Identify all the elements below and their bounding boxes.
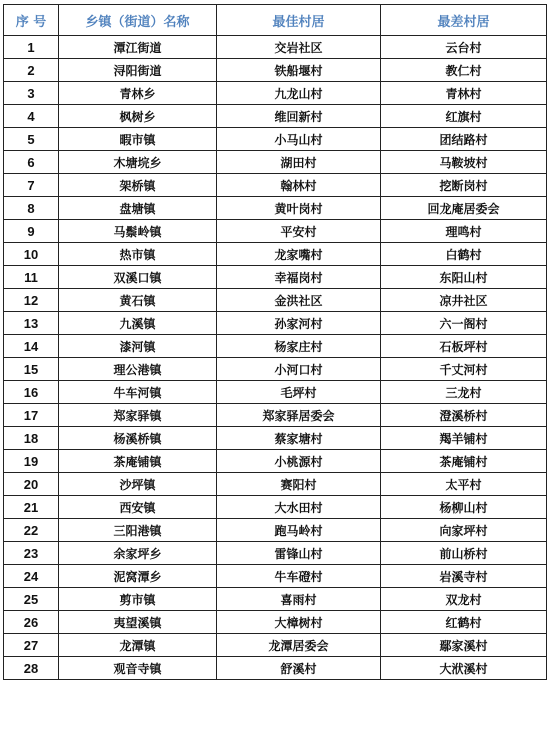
row-index-cell: 12	[4, 289, 59, 312]
best-village-cell: 杨家庄村	[217, 335, 381, 358]
row-index-cell: 8	[4, 197, 59, 220]
table-row	[4, 105, 547, 128]
best-village-cell: 小马山村	[217, 128, 381, 151]
row-index-cell: 7	[4, 174, 59, 197]
township-name-cell: 盘塘镇	[59, 197, 217, 220]
township-name-cell: 余家坪乡	[59, 542, 217, 565]
table-row	[4, 358, 547, 381]
table-row	[4, 82, 547, 105]
township-name-cell: 热市镇	[59, 243, 217, 266]
row-index-cell: 19	[4, 450, 59, 473]
township-name-cell: 青林乡	[59, 82, 217, 105]
row-index-cell: 15	[4, 358, 59, 381]
table-row	[4, 588, 547, 611]
township-name-cell: 龙潭镇	[59, 634, 217, 657]
township-name-cell: 剪市镇	[59, 588, 217, 611]
worst-village-cell: 鄢家溪村	[381, 634, 547, 657]
ranking-table	[3, 4, 547, 680]
header-index: 序 号	[4, 5, 59, 36]
worst-village-cell: 白鹤村	[381, 243, 547, 266]
worst-village-cell: 红鹤村	[381, 611, 547, 634]
worst-village-cell: 前山桥村	[381, 542, 547, 565]
row-index-cell: 17	[4, 404, 59, 427]
best-village-cell: 金洪社区	[217, 289, 381, 312]
worst-village-cell: 石板坪村	[381, 335, 547, 358]
township-name-cell: 九溪镇	[59, 312, 217, 335]
table-row	[4, 450, 547, 473]
table-row	[4, 565, 547, 588]
row-index-cell: 13	[4, 312, 59, 335]
row-index-cell: 11	[4, 266, 59, 289]
worst-village-cell: 杨柳山村	[381, 496, 547, 519]
township-name-cell: 杨溪桥镇	[59, 427, 217, 450]
best-village-cell: 小桃源村	[217, 450, 381, 473]
worst-village-cell: 云台村	[381, 36, 547, 59]
worst-village-cell: 理鸣村	[381, 220, 547, 243]
row-index-cell: 6	[4, 151, 59, 174]
best-village-cell: 跑马岭村	[217, 519, 381, 542]
table-row	[4, 611, 547, 634]
worst-village-cell: 茶庵铺村	[381, 450, 547, 473]
best-village-cell: 小河口村	[217, 358, 381, 381]
township-name-cell: 三阳港镇	[59, 519, 217, 542]
township-name-cell: 郑家驿镇	[59, 404, 217, 427]
header-worst-village: 最差村居	[381, 5, 547, 36]
best-village-cell: 郑家驿居委会	[217, 404, 381, 427]
best-village-cell: 孙家河村	[217, 312, 381, 335]
header-best-village: 最佳村居	[217, 5, 381, 36]
worst-village-cell: 三龙村	[381, 381, 547, 404]
row-index-cell: 9	[4, 220, 59, 243]
township-name-cell: 浔阳街道	[59, 59, 217, 82]
worst-village-cell: 凉井社区	[381, 289, 547, 312]
row-index-cell: 20	[4, 473, 59, 496]
table-row	[4, 289, 547, 312]
township-name-cell: 观音寺镇	[59, 657, 217, 680]
township-name-cell: 茶庵铺镇	[59, 450, 217, 473]
header-row	[4, 5, 547, 36]
worst-village-cell: 羯羊铺村	[381, 427, 547, 450]
row-index-cell: 5	[4, 128, 59, 151]
table-row	[4, 657, 547, 680]
township-name-cell: 沙坪镇	[59, 473, 217, 496]
table-row	[4, 381, 547, 404]
row-index-cell: 22	[4, 519, 59, 542]
best-village-cell: 喜雨村	[217, 588, 381, 611]
township-name-cell: 黄石镇	[59, 289, 217, 312]
best-village-cell: 维回新村	[217, 105, 381, 128]
table-row	[4, 634, 547, 657]
table-row	[4, 266, 547, 289]
row-index-cell: 21	[4, 496, 59, 519]
table-row	[4, 36, 547, 59]
best-village-cell: 舒溪村	[217, 657, 381, 680]
table-row	[4, 404, 547, 427]
worst-village-cell: 教仁村	[381, 59, 547, 82]
township-name-cell: 泥窝潭乡	[59, 565, 217, 588]
best-village-cell: 牛车磴村	[217, 565, 381, 588]
row-index-cell: 18	[4, 427, 59, 450]
row-index-cell: 10	[4, 243, 59, 266]
table-row	[4, 197, 547, 220]
table-row	[4, 335, 547, 358]
table-row	[4, 496, 547, 519]
best-village-cell: 翰林村	[217, 174, 381, 197]
township-name-cell: 木塘垸乡	[59, 151, 217, 174]
worst-village-cell: 红旗村	[381, 105, 547, 128]
row-index-cell: 23	[4, 542, 59, 565]
table-row	[4, 473, 547, 496]
worst-village-cell: 东阳山村	[381, 266, 547, 289]
header-township: 乡镇（街道）名称	[59, 5, 217, 36]
township-name-cell: 漆河镇	[59, 335, 217, 358]
worst-village-cell: 马鞍坡村	[381, 151, 547, 174]
table-row	[4, 151, 547, 174]
township-name-cell: 暇市镇	[59, 128, 217, 151]
township-name-cell: 架桥镇	[59, 174, 217, 197]
worst-village-cell: 岩溪寺村	[381, 565, 547, 588]
worst-village-cell: 澄溪桥村	[381, 404, 547, 427]
row-index-cell: 24	[4, 565, 59, 588]
table-row	[4, 59, 547, 82]
row-index-cell: 26	[4, 611, 59, 634]
best-village-cell: 大水田村	[217, 496, 381, 519]
best-village-cell: 蔡家塘村	[217, 427, 381, 450]
best-village-cell: 赛阳村	[217, 473, 381, 496]
table-row	[4, 312, 547, 335]
worst-village-cell: 双龙村	[381, 588, 547, 611]
best-village-cell: 雷锋山村	[217, 542, 381, 565]
table-row	[4, 519, 547, 542]
worst-village-cell: 挖断岗村	[381, 174, 547, 197]
township-name-cell: 双溪口镇	[59, 266, 217, 289]
best-village-cell: 大樟树村	[217, 611, 381, 634]
township-name-cell: 西安镇	[59, 496, 217, 519]
best-village-cell: 平安村	[217, 220, 381, 243]
worst-village-cell: 团结路村	[381, 128, 547, 151]
row-index-cell: 3	[4, 82, 59, 105]
township-name-cell: 马鬃岭镇	[59, 220, 217, 243]
best-village-cell: 湖田村	[217, 151, 381, 174]
row-index-cell: 16	[4, 381, 59, 404]
table-body	[4, 36, 547, 680]
worst-village-cell: 千丈河村	[381, 358, 547, 381]
best-village-cell: 幸福岗村	[217, 266, 381, 289]
best-village-cell: 龙潭居委会	[217, 634, 381, 657]
best-village-cell: 交岩社区	[217, 36, 381, 59]
worst-village-cell: 大洑溪村	[381, 657, 547, 680]
worst-village-cell: 回龙庵居委会	[381, 197, 547, 220]
row-index-cell: 4	[4, 105, 59, 128]
table-row	[4, 128, 547, 151]
worst-village-cell: 青林村	[381, 82, 547, 105]
township-name-cell: 牛车河镇	[59, 381, 217, 404]
table-row	[4, 243, 547, 266]
best-village-cell: 龙家嘴村	[217, 243, 381, 266]
best-village-cell: 毛坪村	[217, 381, 381, 404]
best-village-cell: 九龙山村	[217, 82, 381, 105]
row-index-cell: 14	[4, 335, 59, 358]
table-row	[4, 542, 547, 565]
table-row	[4, 174, 547, 197]
row-index-cell: 2	[4, 59, 59, 82]
row-index-cell: 1	[4, 36, 59, 59]
township-name-cell: 理公港镇	[59, 358, 217, 381]
worst-village-cell: 太平村	[381, 473, 547, 496]
row-index-cell: 28	[4, 657, 59, 680]
township-name-cell: 夷望溪镇	[59, 611, 217, 634]
table-row	[4, 220, 547, 243]
best-village-cell: 黄叶岗村	[217, 197, 381, 220]
row-index-cell: 27	[4, 634, 59, 657]
worst-village-cell: 六一阁村	[381, 312, 547, 335]
table-row	[4, 427, 547, 450]
township-name-cell: 枫树乡	[59, 105, 217, 128]
worst-village-cell: 向家坪村	[381, 519, 547, 542]
township-name-cell: 潭江街道	[59, 36, 217, 59]
best-village-cell: 铁船堰村	[217, 59, 381, 82]
row-index-cell: 25	[4, 588, 59, 611]
